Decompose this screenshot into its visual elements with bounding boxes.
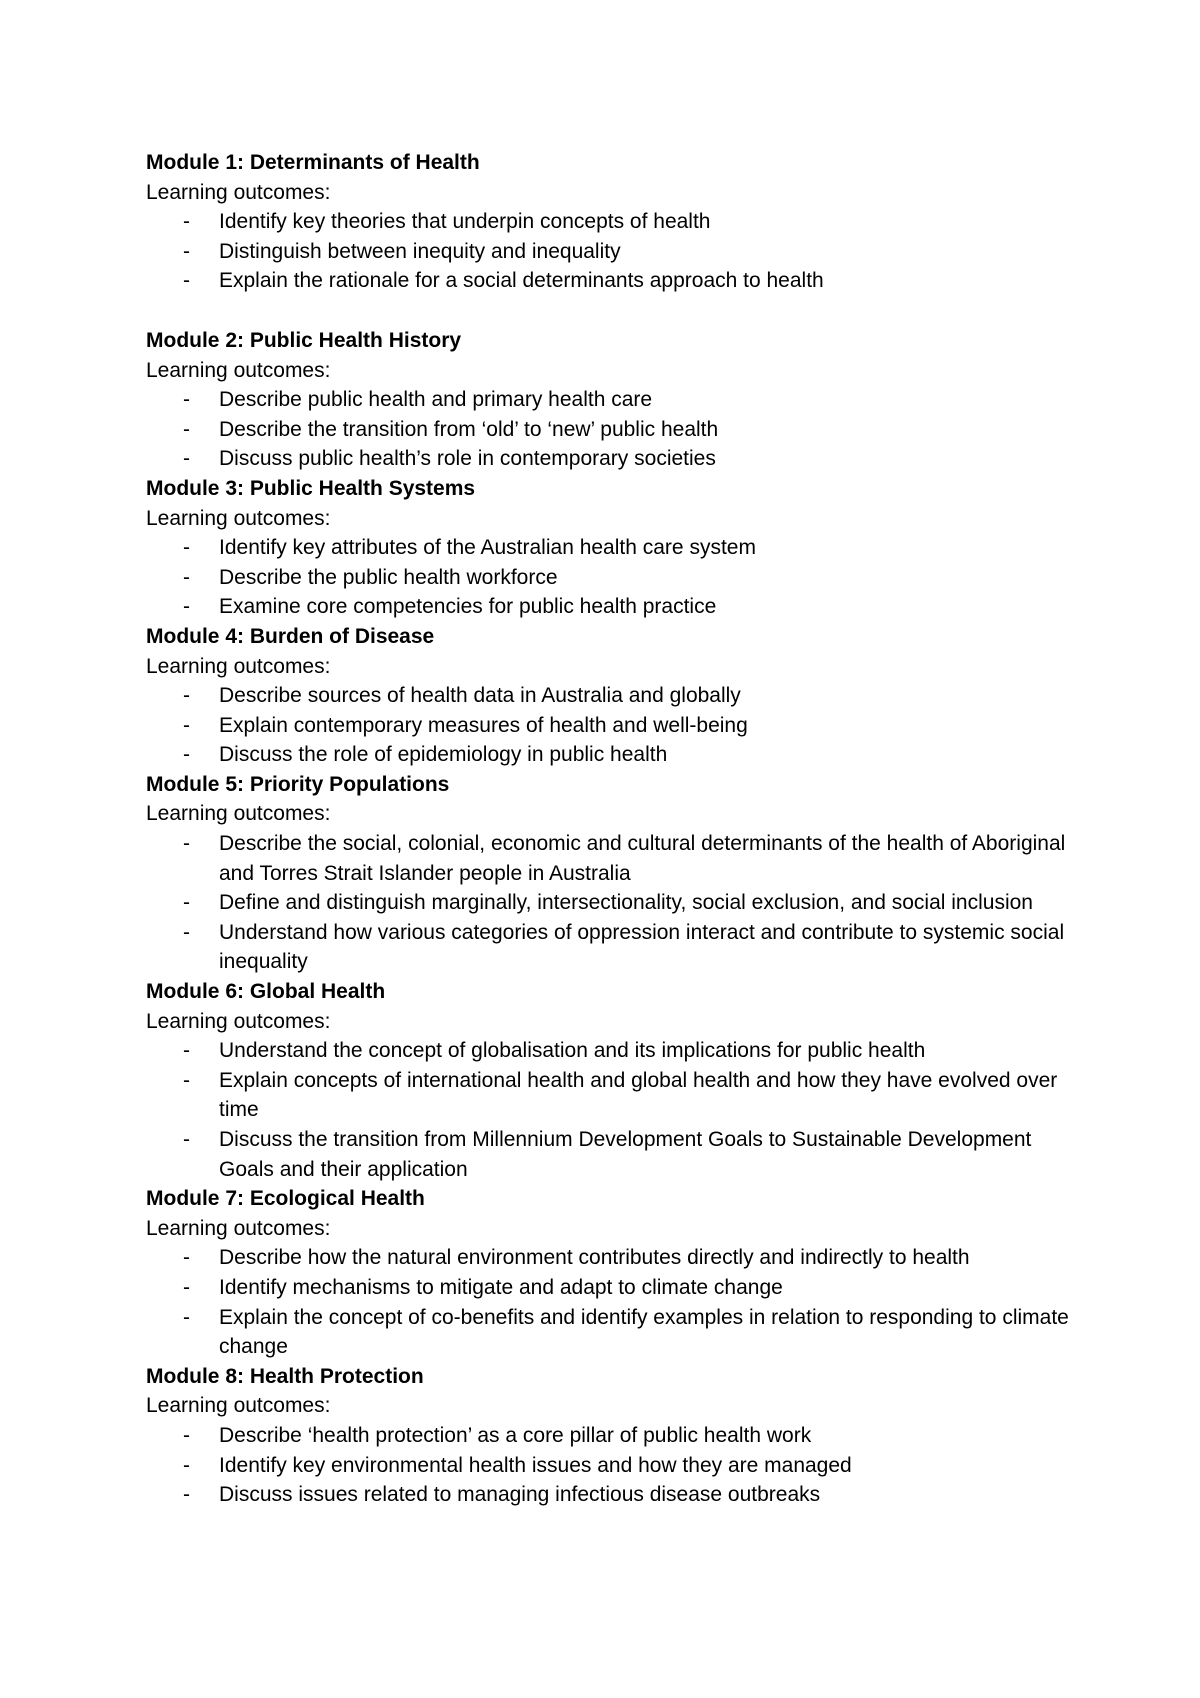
outcome-text: Describe the social, colonial, economic and cultural determinants of the health of Aboriginal and Torres Strait Islander people in Australia [219,832,1066,885]
dash-bullet: - [183,269,190,293]
list-item [146,1451,1076,1481]
dash-bullet: - [183,595,190,619]
list-item [146,266,1076,296]
list-item [146,592,1076,622]
outcomes-list [146,1421,1076,1510]
learning-outcomes-label: Learning outcomes: [146,1216,331,1240]
learning-outcomes-label: Learning outcomes: [146,1009,331,1033]
outcome-text: Identify key environmental health issues and how they are managed [219,1453,852,1477]
list-item [146,237,1076,267]
outcomes-list [146,207,1076,296]
list-item [146,1066,1076,1125]
list-item [146,1303,1076,1362]
dash-bullet: - [183,565,190,589]
list-item [146,681,1076,711]
list-item [146,1480,1076,1510]
outcome-text: Identify mechanisms to mitigate and adapt to climate change [219,1275,783,1299]
outcome-text: Discuss issues related to managing infectious disease outbreaks [219,1483,821,1507]
dash-bullet: - [183,388,190,412]
dash-bullet: - [183,239,190,263]
outcome-text: Discuss public health’s role in contemporary societies [219,447,716,471]
outcomes-list [146,829,1076,977]
outcomes-list [146,681,1076,770]
outcome-text: Identify key attributes of the Australian health care system [219,536,756,560]
outcome-text: Describe the transition from ‘old’ to ‘new’ public health [219,417,719,441]
outcome-text: Explain concepts of international health and global health and how they have evolved over time [219,1068,1058,1122]
module-1 [146,148,1076,296]
learning-outcomes-label: Learning outcomes: [146,1394,331,1418]
outcomes-list [146,1036,1076,1184]
module-6 [146,977,1076,1184]
dash-bullet: - [183,1128,190,1151]
module-title: Module 2: Public Health History [146,328,462,352]
outcome-text: Describe how the natural environment contributes directly and indirectly to health [219,1246,970,1270]
outcomes-list [146,533,1076,622]
list-item [146,415,1076,445]
learning-outcomes-label: Learning outcomes: [146,802,331,826]
module-title: Module 1: Determinants of Health [146,151,480,174]
module-title: Module 7: Ecological Health [146,1187,425,1211]
dash-bullet: - [183,832,190,856]
module-5 [146,770,1076,977]
outcomes-list [146,1243,1076,1361]
list-item [146,1421,1076,1451]
module-3 [146,474,1076,622]
dash-bullet: - [183,1423,190,1447]
outcome-text: Distinguish between inequity and inequality [219,239,621,263]
outcome-text: Explain contemporary measures of health and well-being [219,713,748,737]
learning-outcomes-label: Learning outcomes: [146,506,331,530]
list-item [146,711,1076,741]
module-8 [146,1362,1076,1510]
module-title: Module 5: Priority Populations [146,772,450,796]
learning-outcomes-label: Learning outcomes: [146,654,331,678]
outcome-text: Identify key theories that underpin concepts of health [219,210,711,234]
dash-bullet: - [183,891,190,915]
module-title: Module 4: Burden of Disease [146,624,435,648]
document-page [146,148,1076,1510]
outcome-text: Explain the rationale for a social determinants approach to health [219,269,824,293]
dash-bullet: - [183,684,190,708]
dash-bullet: - [183,1275,190,1299]
list-item [146,1125,1076,1184]
outcome-text: Describe sources of health data in Australia and globally [219,684,741,708]
list-item [146,385,1076,415]
list-item [146,207,1076,237]
dash-bullet: - [183,920,190,944]
list-item [146,918,1076,977]
outcome-text: Examine core competencies for public health practice [219,595,717,619]
module-title: Module 3: Public Health Systems [146,476,476,500]
list-item [146,563,1076,593]
outcome-text: Define and distinguish marginally, intersectionality, social exclusion, and social inclusion [219,891,1033,915]
outcome-text: Understand how various categories of oppression interact and contribute to systemic social inequality [219,920,1065,974]
outcome-text: Describe public health and primary health care [219,388,653,412]
outcomes-list [146,385,1076,474]
module-title: Module 6: Global Health [146,980,386,1004]
blank-line [146,296,1076,326]
dash-bullet: - [183,1453,190,1477]
outcome-text: Explain the concept of co-benefits and identify examples in relation to responding to climate change [219,1305,1069,1359]
list-item [146,1036,1076,1066]
dash-bullet: - [183,210,190,234]
list-item [146,444,1076,474]
outcome-text: Describe the public health workforce [219,565,558,589]
dash-bullet: - [183,447,190,471]
list-item [146,829,1076,888]
module-2 [146,326,1076,474]
module-4 [146,622,1076,770]
module-7 [146,1184,1076,1362]
dash-bullet: - [183,536,190,560]
dash-bullet: - [183,1068,190,1092]
list-item [146,740,1076,770]
list-item [146,533,1076,563]
list-item [146,888,1076,918]
dash-bullet: - [183,1246,190,1270]
dash-bullet: - [183,713,190,737]
list-item [146,1273,1076,1303]
dash-bullet: - [183,1305,190,1329]
dash-bullet: - [183,417,190,441]
outcome-text: Understand the concept of globalisation and its implications for public health [219,1039,926,1063]
dash-bullet: - [183,743,190,767]
learning-outcomes-label: Learning outcomes: [146,180,331,204]
dash-bullet: - [183,1483,190,1507]
learning-outcomes-label: Learning outcomes: [146,358,331,382]
outcome-text: Discuss the transition from Millennium Development Goals to Sustainable Development Goals and their application [219,1128,1032,1181]
outcome-text: Discuss the role of epidemiology in public health [219,743,668,767]
list-item [146,1243,1076,1273]
outcome-text: Describe ‘health protection’ as a core pillar of public health work [219,1423,812,1447]
dash-bullet: - [183,1039,190,1063]
module-title: Module 8: Health Protection [146,1364,424,1388]
